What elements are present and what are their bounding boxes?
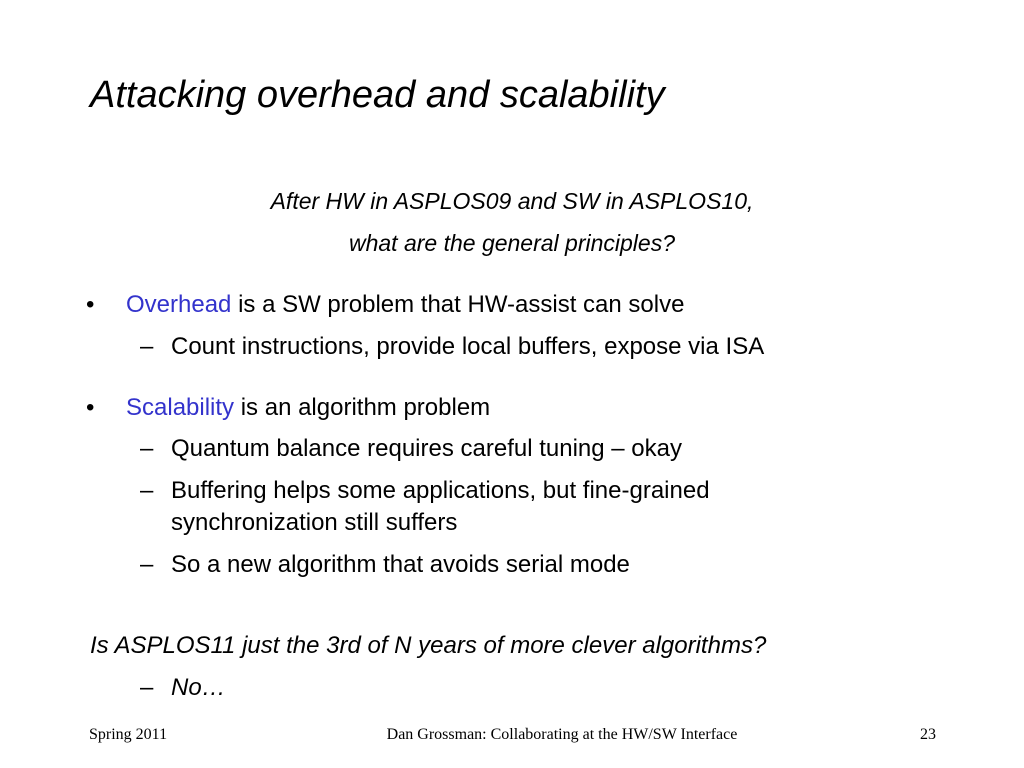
subtitle-line-1: After HW in ASPLOS09 and SW in ASPLOS10, bbox=[270, 188, 754, 214]
bullet-overhead bbox=[86, 291, 684, 319]
bullet-marker: • bbox=[86, 394, 95, 421]
dash-marker: – bbox=[140, 674, 154, 701]
sub-bullet bbox=[140, 551, 630, 579]
bullet-highlight-scalability: Scalability bbox=[126, 394, 235, 421]
sub-bullet bbox=[140, 333, 764, 361]
dash-marker: – bbox=[140, 435, 154, 462]
footer-title: Dan Grossman: Collaborating at the HW/SW Interface bbox=[386, 726, 738, 743]
bullet-highlight-overhead: Overhead bbox=[126, 291, 232, 318]
dash-marker: – bbox=[140, 477, 154, 504]
sub-bullet-text: Count instructions, provide local buffers, expose via ISA bbox=[171, 333, 765, 360]
sub-bullet-text: So a new algorithm that avoids serial mode bbox=[171, 551, 630, 578]
sub-bullet-text: Quantum balance requires careful tuning – okay bbox=[171, 435, 682, 462]
bullet-marker: • bbox=[86, 291, 95, 318]
sub-bullet-text: Buffering helps some applications, but fine-grained bbox=[171, 477, 710, 504]
sub-bullet bbox=[140, 435, 682, 463]
page-number: 23 bbox=[920, 726, 936, 743]
closing-question: Is ASPLOS11 just the 3rd of N years of more clever algorithms? bbox=[90, 632, 767, 659]
bullet-text: is an algorithm problem bbox=[234, 394, 491, 421]
footer-date: Spring 2011 bbox=[89, 726, 168, 743]
answer-item bbox=[140, 674, 226, 702]
slide-title: Attacking overhead and scalability bbox=[90, 74, 665, 116]
dash-marker: – bbox=[140, 551, 154, 578]
answer-text: No… bbox=[171, 674, 226, 701]
bullet-scalability bbox=[86, 394, 490, 422]
sub-bullet-continuation: synchronization still suffers bbox=[171, 509, 458, 536]
subtitle-line-2: what are the general principles? bbox=[348, 230, 676, 256]
sub-bullet bbox=[140, 477, 710, 505]
bullet-text: is a SW problem that HW-assist can solve bbox=[231, 291, 685, 318]
dash-marker: – bbox=[140, 333, 154, 360]
